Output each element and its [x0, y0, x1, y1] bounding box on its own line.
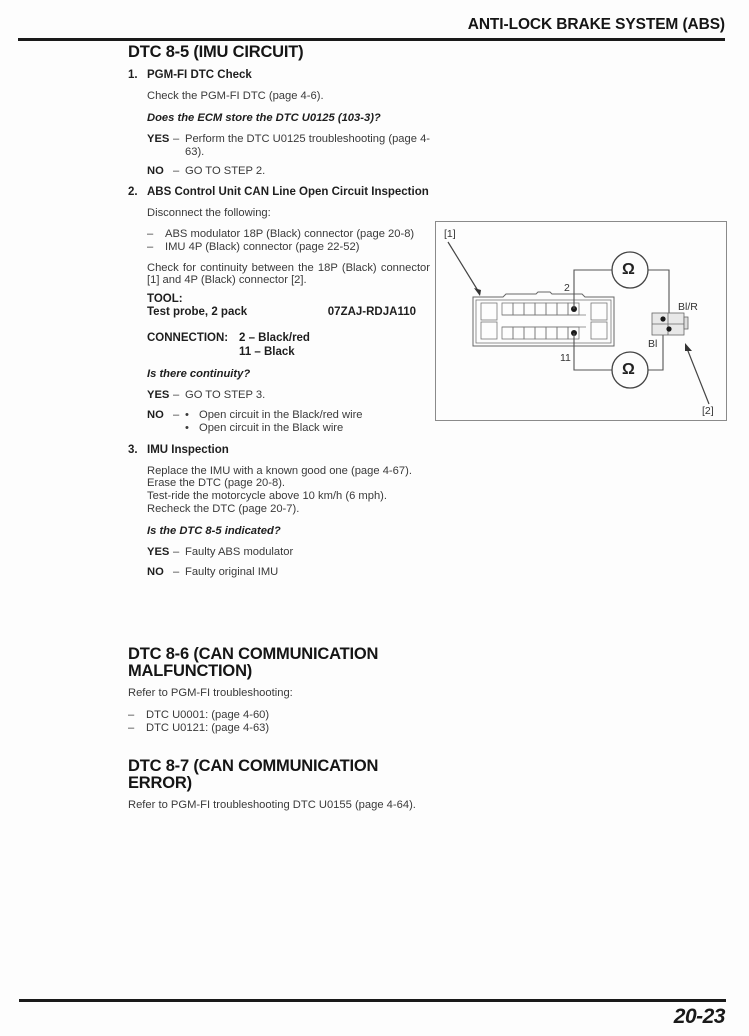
- list-item-text: DTC U0121: (page 4-63): [146, 721, 270, 734]
- list-item-text: ABS modulator 18P (Black) connector (page 20-8): [165, 227, 415, 240]
- section-dtc-8-6: [128, 646, 430, 734]
- answer-key: YES: [147, 545, 170, 558]
- section-title: DTC 8-7 (CAN COMMUNICATION ERROR): [128, 757, 379, 792]
- step-1: [128, 68, 430, 178]
- answer-dash: –: [173, 389, 180, 402]
- ohm-meter-icon: Ω: [622, 261, 635, 278]
- connection-line: 11 – Black: [239, 346, 295, 359]
- connection-label: CONNECTION:: [147, 332, 229, 345]
- list-item-text: DTC U0001: (page 4-60): [146, 708, 270, 721]
- step-line: Recheck the DTC (page 20-7).: [147, 502, 300, 515]
- header-divider: [18, 38, 725, 41]
- pin-11-label: 11: [560, 352, 571, 364]
- dash-bullet: –: [147, 227, 154, 240]
- answer-dash: –: [173, 165, 180, 178]
- bullet-item: [185, 409, 430, 422]
- tool-part-number: 07ZAJ-RDJA110: [327, 306, 416, 319]
- step-heading: [128, 68, 430, 82]
- step-text: Check the PGM-FI DTC (page 4-6).: [147, 90, 324, 102]
- list-item: [128, 722, 430, 735]
- dash-bullet: –: [128, 721, 135, 734]
- bullet-dot: •: [185, 421, 189, 434]
- section-text: Refer to PGM-FI troubleshooting DTC U0155 (page 4-64).: [128, 799, 416, 811]
- tool-name: Test probe, 2 pack: [147, 306, 248, 319]
- continuity-wiring-diagram: [435, 221, 727, 421]
- step-line: Test-ride the motorcycle above 10 km/h (6 mph).: [147, 490, 388, 503]
- answer-key: YES: [147, 389, 170, 402]
- step-question: Does the ECM store the DTC U0125 (103-3)?: [147, 111, 381, 124]
- step-number: 2.: [128, 186, 138, 199]
- bullet-text: Open circuit in the Black wire: [199, 421, 344, 434]
- answer-text: GO TO STEP 3.: [185, 389, 266, 402]
- list-item: [147, 228, 430, 241]
- section-dtc-8-5: [128, 44, 430, 578]
- step-number: 3.: [128, 443, 138, 456]
- list-item-text: IMU 4P (Black) connector (page 22-52): [165, 240, 360, 253]
- answer-key: NO: [147, 565, 164, 578]
- answer-text: GO TO STEP 2.: [185, 165, 266, 178]
- diagram-graphic: [436, 222, 728, 422]
- answer-key: NO: [147, 408, 164, 421]
- step-intro: Disconnect the following:: [147, 207, 271, 220]
- list-item: [128, 709, 430, 722]
- page-header-title: ANTI-LOCK BRAKE SYSTEM (ABS): [467, 16, 725, 33]
- page-number: 20-23: [673, 1005, 725, 1028]
- answer-dash: –: [173, 132, 180, 145]
- connection-line: 2 – Black/red: [239, 332, 310, 345]
- step-title: ABS Control Unit CAN Line Open Circuit Inspection: [147, 186, 429, 199]
- answer-text: Faulty ABS modulator: [185, 545, 294, 558]
- pin-2-label: 2: [564, 282, 570, 294]
- callout-1-label: [1]: [444, 228, 456, 240]
- section-dtc-8-7: [128, 758, 430, 812]
- tool-label: TOOL:: [147, 293, 183, 306]
- answer-yes: [147, 133, 430, 159]
- step-question: Is there continuity?: [147, 368, 251, 381]
- answer-no: [147, 566, 430, 579]
- step-line: Erase the DTC (page 20-8).: [147, 477, 286, 490]
- wire-color-bl-label: Bl: [648, 338, 658, 350]
- answer-dash: –: [173, 565, 180, 578]
- step-heading: [128, 185, 430, 199]
- connection-block: [147, 331, 430, 359]
- step-3: [128, 443, 430, 579]
- answer-key: YES: [147, 132, 170, 145]
- step-heading: [128, 443, 430, 457]
- section-title: DTC 8-5 (IMU CIRCUIT): [128, 43, 304, 61]
- step-title: PGM-FI DTC Check: [147, 69, 252, 81]
- answer-yes: [147, 389, 430, 402]
- dash-bullet: –: [128, 708, 135, 721]
- step-title: IMU Inspection: [147, 443, 229, 456]
- answer-text: Faulty original IMU: [185, 565, 279, 578]
- answer-key: NO: [147, 165, 164, 178]
- step-question: Is the DTC 8-5 indicated?: [147, 524, 281, 537]
- bullet-dot: •: [185, 408, 189, 421]
- section-text: Refer to PGM-FI troubleshooting:: [128, 687, 293, 699]
- tool-row: [147, 306, 430, 319]
- answer-dash: –: [173, 545, 180, 558]
- footer-divider: [19, 999, 726, 1002]
- step-number: 1.: [128, 69, 138, 81]
- answer-yes: [147, 546, 430, 559]
- step-line: Replace the IMU with a known good one (page 4-67).: [147, 464, 412, 477]
- step-text: Check for continuity between the 18P (Black) connector [1] and 4P (Black) connector [2].: [147, 261, 430, 287]
- ohm-meter-icon: Ω: [622, 361, 635, 378]
- answer-dash: –: [173, 408, 180, 421]
- bullet-text: Open circuit in the Black/red wire: [199, 408, 363, 421]
- list-item: [147, 241, 430, 254]
- section-title: DTC 8-6 (CAN COMMUNICATION MALFUNCTION): [128, 645, 379, 680]
- step-2: [128, 185, 430, 434]
- callout-2-label: [2]: [702, 405, 714, 417]
- answer-no: [147, 165, 430, 178]
- answer-text: Perform the DTC U0125 troubleshooting (page 4-63).: [185, 132, 431, 158]
- wire-color-bl-r-label: Bl/R: [678, 301, 698, 313]
- bullet-item: [185, 422, 430, 435]
- answer-no: [147, 409, 430, 435]
- dash-bullet: –: [147, 240, 154, 253]
